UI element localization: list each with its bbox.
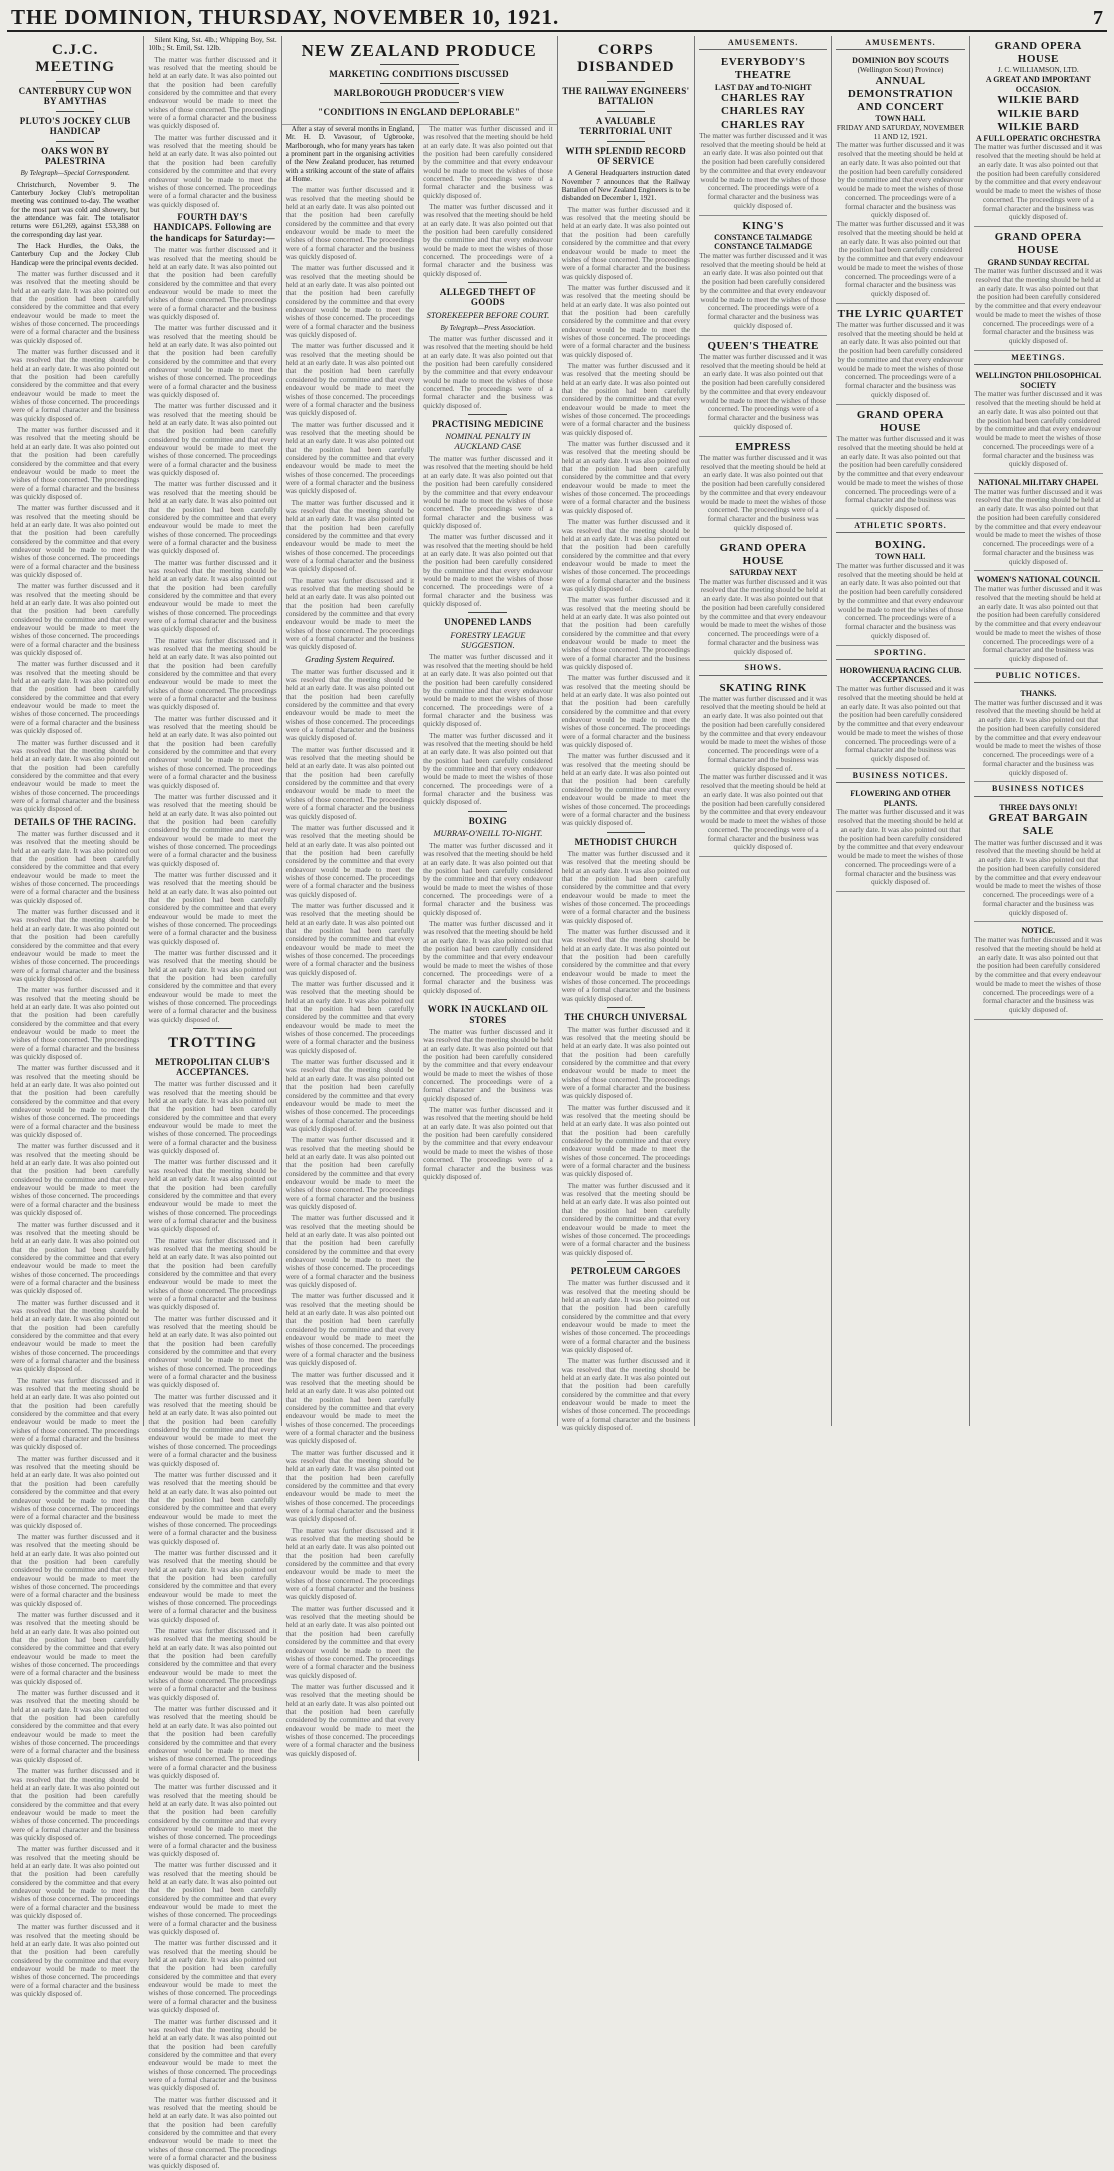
- article-paragraph: The matter was further discussed and it was resolved that the meeting should be held at an early date. It was also pointed out that the position had been carefully considered by the committee and that every endeavour would be made to meet the wishes of those concerned. The proceedings were of a formal character and the business was quickly disposed of.: [561, 674, 690, 750]
- ad-subtitle: A FULL OPERATIC ORCHESTRA: [976, 133, 1101, 143]
- article-paragraph: The matter was further discussed and it was resolved that the meeting should be held at an early date. It was also pointed out that the position had been carefully considered by the committee and that every endeavour would be made to meet the wishes of those concerned. The proceedings were of a formal character and the business was quickly disposed of.: [561, 752, 690, 828]
- newspaper-page: [7, 4, 1107, 2171]
- produce-headline: NEW ZEALAND PRODUCE: [301, 41, 537, 60]
- lyric-quartet-ad: [836, 304, 964, 405]
- byline: By Telegraph—Press Association.: [440, 323, 536, 332]
- racing-club-ad: [836, 662, 964, 769]
- queens-ad: [699, 336, 827, 437]
- article-paragraph: The matter was further discussed and it was resolved that the meeting should be held at an early date. It was also pointed out that the position had been carefully considered by the committee and that every endeavour would be made to meet the wishes of those concerned. The proceedings were of a formal character and the business was quickly disposed of.: [148, 1314, 277, 1390]
- article-paragraph: The matter was further discussed and it was resolved that the meeting should be held at an early date. It was also pointed out that the position had been carefully considered by the committee and that every endeavour would be made to meet the wishes of those concerned. The proceedings were of a formal character and the business was quickly disposed of.: [285, 420, 415, 496]
- article-paragraph: The matter was further discussed and it was resolved that the meeting should be held at an early date. It was also pointed out that the position had been carefully considered by the committee and that every endeavour would be made to meet the wishes of those concerned. The proceedings were of a formal character and the business was quickly disposed of.: [285, 1448, 415, 1524]
- public-notices-label: PUBLIC NOTICES.: [974, 669, 1103, 683]
- article-paragraph: The matter was further discussed and it was resolved that the meeting should be held at an early date. It was also pointed out that the position had been carefully considered by the committee and that every endeavour would be made to meet the wishes of those concerned. The proceedings were of a formal character and the business was quickly disposed of.: [285, 498, 415, 574]
- sale-ad: [974, 799, 1103, 923]
- meetings-label: MEETINGS.: [974, 351, 1103, 365]
- article-paragraph: The matter was further discussed and it was resolved that the meeting should be held at an early date. It was also pointed out that the position had been carefully considered by the committee and that every endeavour would be made to meet the wishes of those concerned. The proceedings were of a formal character and the business was quickly disposed of.: [148, 1080, 277, 1156]
- ad-text: The matter was further discussed and it was resolved that the meeting should be held at an early date. It was also pointed out that the position had been carefully considered by the committee and that every endeavour would be made to meet the wishes of those concerned. The proceedings were of a formal character and the business was quickly disposed of.: [974, 837, 1103, 917]
- column-1: [7, 36, 144, 1999]
- article-paragraph: The matter was further discussed and it was resolved that the meeting should be held at an early date. It was also pointed out that the position had been carefully considered by the committee and that every endeavour would be made to meet the wishes of those concerned. The proceedings were of a formal character and the business was quickly disposed of.: [285, 1058, 415, 1133]
- empress-ad: [699, 437, 827, 538]
- ad-subtitle: WELLINGTON PHILOSOPHICAL SOCIETY: [975, 371, 1102, 390]
- ad-subtitle: A GREAT AND IMPORTANT OCCASION.: [985, 75, 1091, 94]
- article-paragraph: Christchurch, November 9. The Canterbury Jockey Club's metropolitan meeting was continued to-day. The weather for the most part was cold and showery, but the attendance was fair. The totalisator returns were £61,269, against £53,388 on the corresponding day last year.: [11, 180, 140, 239]
- divider: [56, 111, 94, 112]
- ad-subtitle: TOWN HALL: [875, 114, 926, 124]
- ad-subtitle: TOWN HALL: [875, 552, 926, 562]
- lands-subhead: FORESTRY LEAGUE SUGGESTION.: [450, 629, 526, 650]
- theft-subhead: STOREKEEPER BEFORE COURT.: [426, 309, 550, 320]
- ad-title: CHARLES RAY: [721, 118, 806, 131]
- article-paragraph: The matter was further discussed and it was resolved that the meeting should be held at an early date. It was also pointed out that the position had been carefully considered by the committee and that every endeavour would be made to meet the wishes of those concerned. The proceedings were of a formal character and the business was quickly disposed of.: [423, 455, 553, 530]
- byline: By Telegraph—Special Correspondent.: [20, 169, 130, 178]
- ad-subtitle: FLOWERING AND OTHER PLANTS.: [850, 789, 951, 808]
- article-paragraph: The matter was further discussed and it was resolved that the meeting should be held at an early date. It was also pointed out that the position had been carefully considered by the committee and that every endeavour would be made to meet the wishes of those concerned. The proceedings were of a formal character and the business was quickly disposed of.: [285, 576, 415, 652]
- plants-ad: [836, 785, 964, 892]
- columns: [7, 36, 1107, 2171]
- cjc-subhead-3: OAKS WON BY PALESTRINA: [41, 145, 110, 166]
- article-paragraph: The matter was further discussed and it was resolved that the meeting should be held at an early date. It was also pointed out that the position had been carefully considered by the committee and that every endeavour would be made to meet the wishes of those concerned. The proceedings were of a formal character and the business was quickly disposed of.: [423, 202, 553, 278]
- kings-ad: [699, 216, 827, 336]
- article-paragraph: The matter was further discussed and it was resolved that the meeting should be held at an early date. It was also pointed out that the position had been carefully considered by the committee and that every endeavour would be made to meet the wishes of those concerned. The proceedings were of a formal character and the business was quickly disposed of.: [561, 361, 690, 437]
- article-paragraph: The matter was further discussed and it was resolved that the meeting should be held at an early date. It was also pointed out that the position had been carefully considered by the committee and that every endeavour would be made to meet the wishes of those concerned. The proceedings were of a formal character and the business was quickly disposed of.: [11, 348, 140, 423]
- article-paragraph: The matter was further discussed and it was resolved that the meeting should be held at an early date. It was also pointed out that the position had been carefully considered by the committee and that every endeavour would be made to meet the wishes of those concerned. The proceedings were of a formal character and the business was quickly disposed of.: [561, 440, 690, 515]
- article-paragraph: The matter was further discussed and it was resolved that the meeting should be held at an early date. It was also pointed out that the position had been carefully considered by the committee and that every endeavour would be made to meet the wishes of those concerned. The proceedings were of a formal character and the business was quickly disposed of.: [423, 334, 553, 410]
- article-paragraph: The matter was further discussed and it was resolved that the meeting should be held at an early date. It was also pointed out that the position had been carefully considered by the committee and that every endeavour would be made to meet the wishes of those concerned. The proceedings were of a formal character and the business was quickly disposed of.: [285, 1292, 415, 1368]
- ad-text: The matter was further discussed and it was resolved that the meeting should be held at an early date. It was also pointed out that the position had been carefully considered by the committee and that every endeavour would be made to meet the wishes of those concerned. The proceedings were of a formal character and the business was quickly disposed of.: [836, 219, 965, 299]
- article-paragraph: The matter was further discussed and it was resolved that the meeting should be held at an early date. It was also pointed out that the position had been carefully considered by the committee and that every endeavour would be made to meet the wishes of those concerned. The proceedings were of a formal character and the business was quickly disposed of.: [11, 1923, 140, 1999]
- petroleum-headline: PETROLEUM CARGOES: [570, 1265, 681, 1276]
- article-paragraph: The matter was further discussed and it was resolved that the meeting should be held at an early date. It was also pointed out that the position had been carefully considered by the committee and that every endeavour would be made to meet the wishes of those concerned. The proceedings were of a formal character and the business was quickly disposed of.: [148, 1158, 277, 1234]
- grand-opera-ad: [699, 538, 827, 662]
- ad-title: WILKIE BARD: [997, 107, 1080, 120]
- article-paragraph: The matter was further discussed and it was resolved that the meeting should be held at an early date. It was also pointed out that the position had been carefully considered by the committee and that every endeavour would be made to meet the wishes of those concerned. The proceedings were of a formal character and the business was quickly disposed of.: [561, 928, 690, 1003]
- article-paragraph: The matter was further discussed and it was resolved that the meeting should be held at an early date. It was also pointed out that the position had been carefully considered by the committee and that every endeavour would be made to meet the wishes of those concerned. The proceedings were of a formal character and the business was quickly disposed of.: [11, 738, 140, 814]
- article-paragraph: The matter was further discussed and it was resolved that the meeting should be held at an early date. It was also pointed out that the position had been carefully considered by the committee and that every endeavour would be made to meet the wishes of those concerned. The proceedings were of a formal character and the business was quickly disposed of.: [148, 133, 277, 209]
- article-paragraph: The matter was further discussed and it was resolved that the meeting should be held at an early date. It was also pointed out that the position had been carefully considered by the committee and that every endeavour would be made to meet the wishes of those concerned. The proceedings were of a formal character and the business was quickly disposed of.: [11, 1142, 140, 1218]
- divider: [380, 102, 459, 103]
- notice-ad: [974, 922, 1103, 1019]
- ad-title: CHARLES RAY: [721, 92, 806, 105]
- ad-text: The matter was further discussed and it was resolved that the meeting should be held at an early date. It was also pointed out that the position had been carefully considered by the committee and that every endeavour would be made to meet the wishes of those concerned. The proceedings were of a formal character and the business was quickly disposed of.: [699, 351, 828, 431]
- article-paragraph: The matter was further discussed and it was resolved that the meeting should be held at an early date. It was also pointed out that the position had been carefully considered by the committee and that every endeavour would be made to meet the wishes of those concerned. The proceedings were of a formal character and the business was quickly disposed of.: [561, 518, 690, 593]
- article-paragraph: The matter was further discussed and it was resolved that the meeting should be held at an early date. It was also pointed out that the position had been carefully considered by the committee and that every endeavour would be made to meet the wishes of those concerned. The proceedings were of a formal character and the business was quickly disposed of.: [285, 667, 415, 743]
- ad-text: The matter was further discussed and it was resolved that the meeting should be held at an early date. It was also pointed out that the position had been carefully considered by the committee and that every endeavour would be made to meet the wishes of those concerned. The proceedings were of a formal character and the business was quickly disposed of.: [836, 560, 965, 640]
- ad-text: The matter was further discussed and it was resolved that the meeting should be held at an early date. It was also pointed out that the position had been carefully considered by the committee and that every endeavour would be made to meet the wishes of those concerned. The proceedings were of a formal character and the business was quickly disposed of.: [699, 250, 828, 330]
- ad-text: The matter was further discussed and it was resolved that the meeting should be held at an early date. It was also pointed out that the position had been carefully considered by the committee and that every endeavour would be made to meet the wishes of those concerned. The proceedings were of a formal character and the business was quickly disposed of.: [836, 684, 965, 764]
- article-paragraph: The matter was further discussed and it was resolved that the meeting should be held at an early date. It was also pointed out that the position had been carefully considered by the committee and that every endeavour would be made to meet the wishes of those concerned. The proceedings were of a formal character and the business was quickly disposed of.: [148, 55, 277, 131]
- article-paragraph: The matter was further discussed and it was resolved that the meeting should be held at an early date. It was also pointed out that the position had been carefully considered by the committee and that every endeavour would be made to meet the wishes of those concerned. The proceedings were of a formal character and the business was quickly disposed of.: [285, 1526, 415, 1602]
- church-universal-headline: THE CHURCH UNIVERSAL: [564, 1012, 688, 1023]
- sporting-label: SPORTING.: [836, 646, 964, 660]
- ad-subtitle: THANKS.: [1020, 689, 1057, 699]
- divider: [468, 414, 507, 415]
- divider: [468, 612, 507, 613]
- article-paragraph: The matter was further discussed and it was resolved that the meeting should be held at an early date. It was also pointed out that the position had been carefully considered by the committee and that every endeavour would be made to meet the wishes of those concerned. The proceedings were of a formal character and the business was quickly disposed of.: [11, 1298, 140, 1374]
- article-paragraph: The matter was further discussed and it was resolved that the meeting should be held at an early date. It was also pointed out that the position had been carefully considered by the committee and that every endeavour would be made to meet the wishes of those concerned. The proceedings were of a formal character and the business was quickly disposed of.: [148, 1705, 277, 1780]
- article-paragraph: The matter was further discussed and it was resolved that the meeting should be held at an early date. It was also pointed out that the position had been carefully considered by the committee and that every endeavour would be made to meet the wishes of those concerned. The proceedings were of a formal character and the business was quickly disposed of.: [11, 908, 140, 983]
- ad-text: J. C. WILLIAMSON, LTD.: [997, 65, 1079, 75]
- article-paragraph: The matter was further discussed and it was resolved that the meeting should be held at an early date. It was also pointed out that the position had been carefully considered by the committee and that every endeavour would be made to meet the wishes of those concerned. The proceedings were of a formal character and the business was quickly disposed of.: [423, 841, 553, 917]
- article-paragraph: The matter was further discussed and it was resolved that the meeting should be held at an early date. It was also pointed out that the position had been carefully considered by the committee and that every endeavour would be made to meet the wishes of those concerned. The proceedings were of a formal character and the business was quickly disposed of.: [285, 1136, 415, 1211]
- article-paragraph: The matter was further discussed and it was resolved that the meeting should be held at an early date. It was also pointed out that the position had been carefully considered by the committee and that every endeavour would be made to meet the wishes of those concerned. The proceedings were of a formal character and the business was quickly disposed of.: [148, 246, 277, 321]
- skating-ad: [699, 678, 827, 858]
- ad-title: KING'S: [742, 219, 784, 232]
- divider: [380, 83, 459, 84]
- produce-subhead-2: MARLBOROUGH PRODUCER'S VIEW: [333, 87, 505, 98]
- article-paragraph: The matter was further discussed and it was resolved that the meeting should be held at an early date. It was also pointed out that the position had been carefully considered by the committee and that every endeavour would be made to meet the wishes of those concerned. The proceedings were of a formal character and the business was quickly disposed of.: [11, 1689, 140, 1764]
- article-paragraph: The matter was further discussed and it was resolved that the meeting should be held at an early date. It was also pointed out that the position had been carefully considered by the committee and that every endeavour would be made to meet the wishes of those concerned. The proceedings were of a formal character and the business was quickly disposed of.: [11, 986, 140, 1061]
- divider: [607, 111, 645, 112]
- scouts-ad: [836, 52, 964, 304]
- amusements-label: AMUSEMENTS.: [699, 36, 827, 50]
- article-paragraph: The matter was further discussed and it was resolved that the meeting should be held at an early date. It was also pointed out that the position had been carefully considered by the committee and that every endeavour would be made to meet the wishes of those concerned. The proceedings were of a formal character and the business was quickly disposed of.: [148, 1939, 277, 2015]
- article-paragraph: The matter was further discussed and it was resolved that the meeting should be held at an early date. It was also pointed out that the position had been carefully considered by the committee and that every endeavour would be made to meet the wishes of those concerned. The proceedings were of a formal character and the business was quickly disposed of.: [148, 1236, 277, 1312]
- column-8: [970, 36, 1107, 1426]
- ad-title: WILKIE BARD: [997, 120, 1080, 133]
- chapel-ad: [974, 474, 1103, 571]
- ad-subtitle: DOMINION BOY SCOUTS: [852, 56, 949, 66]
- article-paragraph: The matter was further discussed and it was resolved that the meeting should be held at an early date. It was also pointed out that the position had been carefully considered by the committee and that every endeavour would be made to meet the wishes of those concerned. The proceedings were of a formal character and the business was quickly disposed of.: [561, 849, 690, 925]
- ad-title: ANNUAL DEMONSTRATION AND CONCERT: [847, 74, 954, 113]
- ad-text: The matter was further discussed and it was resolved that the meeting should be held at an early date. It was also pointed out that the position had been carefully considered by the committee and that every endeavour would be made to meet the wishes of those concerned. The proceedings were of a formal character and the business was quickly disposed of.: [974, 266, 1103, 346]
- ad-subtitle: CONSTANCE TALMADGE: [714, 232, 813, 242]
- article-paragraph: The matter was further discussed and it was resolved that the meeting should be held at an early date. It was also pointed out that the position had been carefully considered by the committee and that every endeavour would be made to meet the wishes of those concerned. The proceedings were of a formal character and the business was quickly disposed of.: [285, 186, 415, 261]
- ad-text: The matter was further discussed and it was resolved that the meeting should be held at an early date. It was also pointed out that the position had been carefully considered by the committee and that every endeavour would be made to meet the wishes of those concerned. The proceedings were of a formal character and the business was quickly disposed of.: [699, 772, 828, 852]
- ad-subtitle: HOROWHENUA RACING CLUB.: [839, 665, 962, 675]
- ad-text: The matter was further discussed and it was resolved that the meeting should be held at an early date. It was also pointed out that the position had been carefully considered by the committee and that every endeavour would be made to meet the wishes of those concerned. The proceedings were of a formal character and the business was quickly disposed of.: [974, 935, 1103, 1015]
- column-5: [558, 36, 695, 1433]
- divider: [607, 1007, 645, 1008]
- article-paragraph: The matter was further discussed and it was resolved that the meeting should be held at an early date. It was also pointed out that the position had been carefully considered by the committee and that every endeavour would be made to meet the wishes of those concerned. The proceedings were of a formal character and the business was quickly disposed of.: [561, 283, 690, 359]
- produce-article: [282, 36, 558, 1758]
- lands-headline: UNOPENED LANDS: [444, 617, 532, 628]
- ad-subtitle: CONSTANCE TALMADGE: [714, 242, 813, 252]
- article-paragraph: The Hack Hurdles, the Oaks, the Canterbury Cup and the Jockey Club Handicap were the principal events decided.: [11, 241, 140, 267]
- shows-label: SHOWS.: [699, 661, 827, 675]
- article-paragraph: The matter was further discussed and it was resolved that the meeting should be held at an early date. It was also pointed out that the position had been carefully considered by the committee and that every endeavour would be made to meet the wishes of those concerned. The proceedings were of a formal character and the business was quickly disposed of.: [148, 324, 277, 400]
- thanks-ad: [974, 685, 1103, 782]
- article-paragraph: The matter was further discussed and it was resolved that the meeting should be held at an early date. It was also pointed out that the position had been carefully considered by the committee and that every endeavour would be made to meet the wishes of those concerned. The proceedings were of a formal character and the business was quickly disposed of.: [148, 1861, 277, 1937]
- ad-text: The matter was further discussed and it was resolved that the meeting should be held at an early date. It was also pointed out that the position had been carefully considered by the committee and that every endeavour would be made to meet the wishes of those concerned. The proceedings were of a formal character and the business was quickly disposed of.: [699, 452, 828, 532]
- ad-text: The matter was further discussed and it was resolved that the meeting should be held at an early date. It was also pointed out that the position had been carefully considered by the committee and that every endeavour would be made to meet the wishes of those concerned. The proceedings were of a formal character and the business was quickly disposed of.: [699, 576, 828, 656]
- ad-text: The matter was further discussed and it was resolved that the meeting should be held at an early date. It was also pointed out that the position had been carefully considered by the committee and that every endeavour would be made to meet the wishes of those concerned. The proceedings were of a formal character and the business was quickly disposed of.: [974, 584, 1103, 664]
- oil-stores-headline: WORK IN AUCKLAND OIL STORES: [427, 1004, 549, 1025]
- trotting-subhead: METROPOLITAN CLUB'S ACCEPTANCES.: [155, 1056, 270, 1077]
- ad-text: FRIDAY AND SATURDAY, NOVEMBER 11 AND 12, 1921.: [836, 122, 965, 141]
- racing-details-head: DETAILS OF THE RACING.: [14, 816, 137, 827]
- divider: [468, 282, 507, 283]
- corps-headline: CORPS DISBANDED: [577, 42, 675, 76]
- ad-title: THE LYRIC QUARTET: [837, 307, 964, 320]
- masthead: [7, 4, 1107, 32]
- grand-opera-ad: [974, 227, 1103, 351]
- article-paragraph: The matter was further discussed and it was resolved that the meeting should be held at an early date. It was also pointed out that the position had been carefully considered by the committee and that every endeavour would be made to meet the wishes of those concerned. The proceedings were of a formal character and the business was quickly disposed of.: [11, 1845, 140, 1921]
- article-paragraph: The matter was further discussed and it was resolved that the meeting should be held at an early date. It was also pointed out that the position had been carefully considered by the committee and that every endeavour would be made to meet the wishes of those concerned. The proceedings were of a formal character and the business was quickly disposed of.: [148, 1392, 277, 1468]
- column-7: [832, 36, 969, 1426]
- article-paragraph: The matter was further discussed and it was resolved that the meeting should be held at an early date. It was also pointed out that the position had been carefully considered by the committee and that every endeavour would be made to meet the wishes of those concerned. The proceedings were of a formal character and the business was quickly disposed of.: [148, 949, 277, 1024]
- divider: [193, 1028, 231, 1029]
- article-paragraph: The matter was further discussed and it was resolved that the meeting should be held at an early date. It was also pointed out that the position had been carefully considered by the committee and that every endeavour would be made to meet the wishes of those concerned. The proceedings were of a formal character and the business was quickly disposed of.: [285, 980, 415, 1055]
- article-paragraph: The matter was further discussed and it was resolved that the meeting should be held at an early date. It was also pointed out that the position had been carefully considered by the committee and that every endeavour would be made to meet the wishes of those concerned. The proceedings were of a formal character and the business was quickly disposed of.: [148, 636, 277, 712]
- article-paragraph: The matter was further discussed and it was resolved that the meeting should be held at an early date. It was also pointed out that the position had been carefully considered by the committee and that every endeavour would be made to meet the wishes of those concerned. The proceedings were of a formal character and the business was quickly disposed of.: [285, 1604, 415, 1680]
- article-paragraph: The matter was further discussed and it was resolved that the meeting should be held at an early date. It was also pointed out that the position had been carefully considered by the committee and that every endeavour would be made to meet the wishes of those concerned. The proceedings were of a formal character and the business was quickly disposed of.: [285, 1682, 415, 1758]
- article-paragraph: The matter was further discussed and it was resolved that the meeting should be held at an early date. It was also pointed out that the position had been carefully considered by the committee and that every endeavour would be made to meet the wishes of those concerned. The proceedings were of a formal character and the business was quickly disposed of.: [11, 660, 140, 736]
- article-paragraph: The matter was further discussed and it was resolved that the meeting should be held at an early date. It was also pointed out that the position had been carefully considered by the committee and that every endeavour would be made to meet the wishes of those concerned. The proceedings were of a formal character and the business was quickly disposed of.: [285, 901, 415, 977]
- corps-subhead-1: THE RAILWAY ENGINEERS' BATTALION: [562, 85, 690, 107]
- ad-title: SKATING RINK: [719, 681, 807, 694]
- produce-article-header: [282, 36, 557, 125]
- boxing-headline: BOXING: [468, 815, 508, 826]
- divider: [56, 81, 94, 82]
- cjc-subhead-2: PLUTO'S JOCKEY CLUB HANDICAP: [19, 115, 131, 137]
- article-paragraph: A General Headquarters instruction dated November 7 announces that the Railway Battalion of New Zealand Engineers is to be disbanded on December 1, 1921.: [561, 169, 690, 203]
- ad-subtitle: LAST DAY and TO-NIGHT: [714, 82, 812, 92]
- article-paragraph: The matter was further discussed and it was resolved that the meeting should be held at an early date. It was also pointed out that the position had been carefully considered by the committee and that every endeavour would be made to meet the wishes of those concerned. The proceedings were of a formal character and the business was quickly disposed of.: [148, 792, 277, 868]
- article-paragraph: After a stay of several months in England, Mr. H. D. Vavasour, of Ugbrooke, Marlborough, who for many years has taken a prominent part in the organising activities of the New Zealand producer, has returned with a striking account of the state of affairs at Home.: [285, 124, 415, 183]
- womens-council-ad: [974, 571, 1103, 668]
- article-paragraph: The matter was further discussed and it was resolved that the meeting should be held at an early date. It was also pointed out that the position had been carefully considered by the committee and that every endeavour would be made to meet the wishes of those concerned. The proceedings were of a formal character and the business was quickly disposed of.: [148, 480, 277, 556]
- article-paragraph: The matter was further discussed and it was resolved that the meeting should be held at an early date. It was also pointed out that the position had been carefully considered by the committee and that every endeavour would be made to meet the wishes of those concerned. The proceedings were of a formal character and the business was quickly disposed of.: [11, 1220, 140, 1296]
- produce-subhead-1: MARKETING CONDITIONS DISCUSSED: [329, 68, 509, 79]
- corps-subhead-2: A VALUABLE TERRITORIAL UNIT: [579, 115, 673, 137]
- article-paragraph: The matter was further discussed and it was resolved that the meeting should be held at an early date. It was also pointed out that the position had been carefully considered by the committee and that every endeavour would be made to meet the wishes of those concerned. The proceedings were of a formal character and the business was quickly disposed of.: [148, 2095, 277, 2171]
- article-paragraph: The matter was further discussed and it was resolved that the meeting should be held at an early date. It was also pointed out that the position had been carefully considered by the committee and that every endeavour would be made to meet the wishes of those concerned. The proceedings were of a formal character and the business was quickly disposed of.: [561, 1357, 690, 1433]
- ad-title: EVERYBODY'S THEATRE: [720, 56, 806, 82]
- ad-text: The matter was further discussed and it was resolved that the meeting should be held at an early date. It was also pointed out that the position had been carefully considered by the committee and that every endeavour would be made to meet the wishes of those concerned. The proceedings were of a formal character and the business was quickly disposed of.: [836, 140, 965, 220]
- divider: [607, 141, 645, 142]
- article-paragraph: The matter was further discussed and it was resolved that the meeting should be held at an early date. It was also pointed out that the position had been carefully considered by the committee and that every endeavour would be made to meet the wishes of those concerned. The proceedings were of a formal character and the business was quickly disposed of.: [148, 558, 277, 634]
- ad-text: The matter was further discussed and it was resolved that the meeting should be held at an early date. It was also pointed out that the position had been carefully considered by the committee and that every endeavour would be made to meet the wishes of those concerned. The proceedings were of a formal character and the business was quickly disposed of.: [699, 693, 828, 773]
- article-paragraph: The matter was further discussed and it was resolved that the meeting should be held at an early date. It was also pointed out that the position had been carefully considered by the committee and that every endeavour would be made to meet the wishes of those concerned. The proceedings were of a formal character and the business was quickly disposed of.: [11, 1767, 140, 1842]
- article-paragraph: The matter was further discussed and it was resolved that the meeting should be held at an early date. It was also pointed out that the position had been carefully considered by the committee and that every endeavour would be made to meet the wishes of those concerned. The proceedings were of a formal character and the business was quickly disposed of.: [11, 269, 140, 345]
- ad-title: GRAND OPERA HOUSE: [994, 40, 1082, 66]
- cjc-subhead-1: CANTERBURY CUP WON BY AMYTHAS: [18, 85, 132, 107]
- article-paragraph: The matter was further discussed and it was resolved that the meeting should be held at an early date. It was also pointed out that the position had been carefully considered by the committee and that every endeavour would be made to meet the wishes of those concerned. The proceedings were of a formal character and the business was quickly disposed of.: [148, 1783, 277, 1858]
- article-paragraph: The matter was further discussed and it was resolved that the meeting should be held at an early date. It was also pointed out that the position had been carefully considered by the committee and that every endeavour would be made to meet the wishes of those concerned. The proceedings were of a formal character and the business was quickly disposed of.: [285, 823, 415, 899]
- ad-subtitle: ACCEPTANCES.: [869, 675, 932, 685]
- ad-subtitle: NATIONAL MILITARY CHAPEL: [978, 478, 1099, 488]
- corps-subhead-3: WITH SPLENDID RECORD OF SERVICE: [565, 145, 687, 166]
- article-paragraph: The matter was further discussed and it was resolved that the meeting should be held at an early date. It was also pointed out that the position had been carefully considered by the committee and that every endeavour would be made to meet the wishes of those concerned. The proceedings were of a formal character and the business was quickly disposed of.: [285, 745, 415, 821]
- philosophical-ad: [974, 367, 1103, 474]
- ad-title: GRAND OPERA HOUSE: [856, 408, 945, 434]
- divider: [607, 832, 645, 833]
- ad-text: The matter was further discussed and it was resolved that the meeting should be held at an early date. It was also pointed out that the position had been carefully considered by the committee and that every endeavour would be made to meet the wishes of those concerned. The proceedings were of a formal character and the business was quickly disposed of.: [974, 142, 1103, 222]
- business-label: BUSINESS NOTICES.: [836, 769, 964, 783]
- article-paragraph: The matter was further discussed and it was resolved that the meeting should be held at an early date. It was also pointed out that the position had been carefully considered by the committee and that every endeavour would be made to meet the wishes of those concerned. The proceedings were of a formal character and the business was quickly disposed of.: [423, 920, 553, 995]
- column-2: [144, 36, 281, 2171]
- trotting-headline: TROTTING: [168, 1035, 257, 1052]
- article-paragraph: The matter was further discussed and it was resolved that the meeting should be held at an early date. It was also pointed out that the position had been carefully considered by the committee and that every endeavour would be made to meet the wishes of those concerned. The proceedings were of a formal character and the business was quickly disposed of.: [561, 1025, 690, 1101]
- athletic-label: ATHLETIC SPORTS.: [836, 519, 964, 533]
- ad-subtitle: WOMEN'S NATIONAL COUNCIL: [976, 575, 1101, 585]
- article-paragraph: The matter was further discussed and it was resolved that the meeting should be held at an early date. It was also pointed out that the position had been carefully considered by the committee and that every endeavour would be made to meet the wishes of those concerned. The proceedings were of a formal character and the business was quickly disposed of.: [148, 870, 277, 946]
- boxing-ad: [836, 535, 964, 646]
- article-paragraph: The matter was further discussed and it was resolved that the meeting should be held at an early date. It was also pointed out that the position had been carefully considered by the committee and that every endeavour would be made to meet the wishes of those concerned. The proceedings were of a formal character and the business was quickly disposed of.: [423, 731, 553, 807]
- ad-title: EMPRESS: [735, 440, 791, 453]
- ad-subtitle: THREE DAYS ONLY!: [999, 802, 1078, 812]
- handicaps-head: FOURTH DAY'S HANDICAPS. Following are the handicaps for Saturday:—: [149, 211, 275, 243]
- divider: [56, 141, 94, 142]
- ad-title: CHARLES RAY: [721, 105, 806, 118]
- ad-title: BOXING.: [875, 539, 926, 552]
- theft-headline: ALLEGED THEFT OF GOODS: [439, 287, 536, 308]
- article-paragraph: The matter was further discussed and it was resolved that the meeting should be held at an early date. It was also pointed out that the position had been carefully considered by the committee and that every endeavour would be made to meet the wishes of those concerned. The proceedings were of a formal character and the business was quickly disposed of.: [423, 533, 553, 608]
- article-paragraph: The matter was further discussed and it was resolved that the meeting should be held at an early date. It was also pointed out that the position had been carefully considered by the committee and that every endeavour would be made to meet the wishes of those concerned. The proceedings were of a formal character and the business was quickly disposed of.: [561, 596, 690, 671]
- divider: [468, 811, 507, 812]
- ad-text: The matter was further discussed and it was resolved that the meeting should be held at an early date. It was also pointed out that the position had been carefully considered by the committee and that every endeavour would be made to meet the wishes of those concerned. The proceedings were of a formal character and the business was quickly disposed of.: [974, 486, 1103, 566]
- ad-text: The matter was further discussed and it was resolved that the meeting should be held at an early date. It was also pointed out that the position had been carefully considered by the committee and that every endeavour would be made to meet the wishes of those concerned. The proceedings were of a formal character and the business was quickly disposed of.: [974, 697, 1103, 777]
- article-paragraph: The matter was further discussed and it was resolved that the meeting should be held at an early date. It was also pointed out that the position had been carefully considered by the committee and that every endeavour would be made to meet the wishes of those concerned. The proceedings were of a formal character and the business was quickly disposed of.: [148, 1627, 277, 1702]
- produce-article-body: [282, 125, 557, 1761]
- everybodys-ad: [699, 52, 827, 215]
- column-3: [282, 125, 420, 1761]
- ad-text: The matter was further discussed and it was resolved that the meeting should be held at an early date. It was also pointed out that the position had been carefully considered by the committee and that every endeavour would be made to meet the wishes of those concerned. The proceedings were of a formal character and the business was quickly disposed of.: [974, 389, 1103, 469]
- article-paragraph: The matter was further discussed and it was resolved that the meeting should be held at an early date. It was also pointed out that the position had been carefully considered by the committee and that every endeavour would be made to meet the wishes of those concerned. The proceedings were of a formal character and the business was quickly disposed of.: [11, 1376, 140, 1452]
- ad-title: GREAT BARGAIN SALE: [988, 812, 1088, 838]
- williamson-ad: [974, 36, 1103, 227]
- article-paragraph: The matter was further discussed and it was resolved that the meeting should be held at an early date. It was also pointed out that the position had been carefully considered by the committee and that every endeavour would be made to meet the wishes of those concerned. The proceedings were of a formal character and the business was quickly disposed of.: [148, 2017, 277, 2093]
- divider: [607, 81, 645, 82]
- newspaper-title: THE DOMINION, THURSDAY, NOVEMBER 10, 1921.: [11, 5, 560, 29]
- article-paragraph: The matter was further discussed and it was resolved that the meeting should be held at an early date. It was also pointed out that the position had been carefully considered by the committee and that every endeavour would be made to meet the wishes of those concerned. The proceedings were of a formal character and the business was quickly disposed of.: [148, 402, 277, 478]
- divider: [607, 1261, 645, 1262]
- article-paragraph: The matter was further discussed and it was resolved that the meeting should be held at an early date. It was also pointed out that the position had been carefully considered by the committee and that every endeavour would be made to meet the wishes of those concerned. The proceedings were of a formal character and the business was quickly disposed of.: [285, 264, 415, 340]
- article-paragraph: The matter was further discussed and it was resolved that the meeting should be held at an early date. It was also pointed out that the position had been carefully considered by the committee and that every endeavour would be made to meet the wishes of those concerned. The proceedings were of a formal character and the business was quickly disposed of.: [423, 124, 553, 200]
- article-paragraph: The matter was further discussed and it was resolved that the meeting should be held at an early date. It was also pointed out that the position had been carefully considered by the committee and that every endeavour would be made to meet the wishes of those concerned. The proceedings were of a formal character and the business was quickly disposed of.: [423, 1028, 553, 1103]
- ad-title: QUEEN'S THEATRE: [707, 339, 819, 352]
- column-4: [419, 125, 557, 1761]
- ad-text: The matter was further discussed and it was resolved that the meeting should be held at an early date. It was also pointed out that the position had been carefully considered by the committee and that every endeavour would be made to meet the wishes of those concerned. The proceedings were of a formal character and the business was quickly disposed of.: [836, 434, 965, 514]
- cjc-headline: C.J.C. MEETING: [35, 42, 115, 76]
- methodist-headline: METHODIST CHURCH: [574, 836, 678, 847]
- divider: [380, 64, 459, 65]
- boxing-subhead: MURRAY-O'NEILL TO-NIGHT.: [433, 828, 543, 839]
- page-number: 7: [1093, 7, 1103, 29]
- grading-subhead: Grading System Required.: [305, 653, 395, 664]
- ad-text: The matter was further discussed and it was resolved that the meeting should be held at an early date. It was also pointed out that the position had been carefully considered by the committee and that every endeavour would be made to meet the wishes of those concerned. The proceedings were of a formal character and the business was quickly disposed of.: [699, 130, 828, 210]
- article-paragraph: The matter was further discussed and it was resolved that the meeting should be held at an early date. It was also pointed out that the position had been carefully considered by the committee and that every endeavour would be made to meet the wishes of those concerned. The proceedings were of a formal character and the business was quickly disposed of.: [561, 1279, 690, 1355]
- article-paragraph: The matter was further discussed and it was resolved that the meeting should be held at an early date. It was also pointed out that the position had been carefully considered by the committee and that every endeavour would be made to meet the wishes of those concerned. The proceedings were of a formal character and the business was quickly disposed of.: [285, 342, 415, 418]
- ad-subtitle: GRAND SUNDAY RECITAL: [987, 257, 1090, 267]
- article-paragraph: The matter was further discussed and it was resolved that the meeting should be held at an early date. It was also pointed out that the position had been carefully considered by the committee and that every endeavour would be made to meet the wishes of those concerned. The proceedings were of a formal character and the business was quickly disposed of.: [423, 1106, 553, 1181]
- article-paragraph: The matter was further discussed and it was resolved that the meeting should be held at an early date. It was also pointed out that the position had been carefully considered by the committee and that every endeavour would be made to meet the wishes of those concerned. The proceedings were of a formal character and the business was quickly disposed of.: [285, 1214, 415, 1290]
- ad-text: The matter was further discussed and it was resolved that the meeting should be held at an early date. It was also pointed out that the position had been carefully considered by the committee and that every endeavour would be made to meet the wishes of those concerned. The proceedings were of a formal character and the business was quickly disposed of.: [836, 319, 965, 399]
- column-6: [695, 36, 832, 1426]
- article-paragraph: The matter was further discussed and it was resolved that the meeting should be held at an early date. It was also pointed out that the position had been carefully considered by the committee and that every endeavour would be made to meet the wishes of those concerned. The proceedings were of a formal character and the business was quickly disposed of.: [11, 504, 140, 579]
- ad-subtitle: SATURDAY NEXT: [729, 567, 797, 577]
- business-notices-label: BUSINESS NOTICES: [974, 782, 1103, 796]
- article-paragraph: The matter was further discussed and it was resolved that the meeting should be held at an early date. It was also pointed out that the position had been carefully considered by the committee and that every endeavour would be made to meet the wishes of those concerned. The proceedings were of a formal character and the business was quickly disposed of.: [11, 1532, 140, 1608]
- ad-text: (Wellington Scout) Province): [857, 64, 944, 74]
- ad-title: GRAND OPERA HOUSE: [994, 231, 1082, 257]
- article-paragraph: The matter was further discussed and it was resolved that the meeting should be held at an early date. It was also pointed out that the position had been carefully considered by the committee and that every endeavour would be made to meet the wishes of those concerned. The proceedings were of a formal character and the business was quickly disposed of.: [11, 426, 140, 501]
- divider: [468, 999, 507, 1000]
- article-paragraph: The matter was further discussed and it was resolved that the meeting should be held at an early date. It was also pointed out that the position had been carefully considered by the committee and that every endeavour would be made to meet the wishes of those concerned. The proceedings were of a formal character and the business was quickly disposed of.: [148, 1470, 277, 1546]
- grand-opera-ad: [836, 405, 964, 519]
- article-paragraph: The matter was further discussed and it was resolved that the meeting should be held at an early date. It was also pointed out that the position had been carefully considered by the committee and that every endeavour would be made to meet the wishes of those concerned. The proceedings were of a formal character and the business was quickly disposed of.: [423, 653, 553, 729]
- article-paragraph: The matter was further discussed and it was resolved that the meeting should be held at an early date. It was also pointed out that the position had been carefully considered by the committee and that every endeavour would be made to meet the wishes of those concerned. The proceedings were of a formal character and the business was quickly disposed of.: [11, 582, 140, 658]
- article-paragraph: The matter was further discussed and it was resolved that the meeting should be held at an early date. It was also pointed out that the position had been carefully considered by the committee and that every endeavour would be made to meet the wishes of those concerned. The proceedings were of a formal character and the business was quickly disposed of.: [11, 1064, 140, 1140]
- ad-subtitle: NOTICE.: [1021, 926, 1056, 936]
- article-paragraph: The matter was further discussed and it was resolved that the meeting should be held at an early date. It was also pointed out that the position had been carefully considered by the committee and that every endeavour would be made to meet the wishes of those concerned. The proceedings were of a formal character and the business was quickly disposed of.: [11, 830, 140, 905]
- ad-title: GRAND OPERA HOUSE: [719, 541, 807, 567]
- article-paragraph: The matter was further discussed and it was resolved that the meeting should be held at an early date. It was also pointed out that the position had been carefully considered by the committee and that every endeavour would be made to meet the wishes of those concerned. The proceedings were of a formal character and the business was quickly disposed of.: [561, 1181, 690, 1257]
- medicine-subhead: NOMINAL PENALTY IN AUCKLAND CASE: [445, 431, 531, 452]
- produce-quote: "CONDITIONS IN ENGLAND DEPLORABLE": [318, 106, 521, 117]
- article-paragraph: The matter was further discussed and it was resolved that the meeting should be held at an early date. It was also pointed out that the position had been carefully considered by the committee and that every endeavour would be made to meet the wishes of those concerned. The proceedings were of a formal character and the business was quickly disposed of.: [148, 1548, 277, 1624]
- article-paragraph: The matter was further discussed and it was resolved that the meeting should be held at an early date. It was also pointed out that the position had been carefully considered by the committee and that every endeavour would be made to meet the wishes of those concerned. The proceedings were of a formal character and the business was quickly disposed of.: [148, 714, 277, 790]
- article-paragraph: The matter was further discussed and it was resolved that the meeting should be held at an early date. It was also pointed out that the position had been carefully considered by the committee and that every endeavour would be made to meet the wishes of those concerned. The proceedings were of a formal character and the business was quickly disposed of.: [561, 1103, 690, 1179]
- article-paragraph: The matter was further discussed and it was resolved that the meeting should be held at an early date. It was also pointed out that the position had been carefully considered by the committee and that every endeavour would be made to meet the wishes of those concerned. The proceedings were of a formal character and the business was quickly disposed of.: [285, 1370, 415, 1446]
- amusements-label: AMUSEMENTS.: [836, 36, 964, 50]
- article-paragraph: The matter was further discussed and it was resolved that the meeting should be held at an early date. It was also pointed out that the position had been carefully considered by the committee and that every endeavour would be made to meet the wishes of those concerned. The proceedings were of a formal character and the business was quickly disposed of.: [11, 1610, 140, 1686]
- article-paragraph: The matter was further discussed and it was resolved that the meeting should be held at an early date. It was also pointed out that the position had been carefully considered by the committee and that every endeavour would be made to meet the wishes of those concerned. The proceedings were of a formal character and the business was quickly disposed of.: [11, 1454, 140, 1530]
- ad-text: The matter was further discussed and it was resolved that the meeting should be held at an early date. It was also pointed out that the position had been carefully considered by the committee and that every endeavour would be made to meet the wishes of those concerned. The proceedings were of a formal character and the business was quickly disposed of.: [836, 807, 965, 887]
- ad-title: WILKIE BARD: [997, 94, 1080, 107]
- article-paragraph: The matter was further discussed and it was resolved that the meeting should be held at an early date. It was also pointed out that the position had been carefully considered by the committee and that every endeavour would be made to meet the wishes of those concerned. The proceedings were of a formal character and the business was quickly disposed of.: [561, 205, 690, 281]
- medicine-headline: PRACTISING MEDICINE: [432, 418, 544, 429]
- article-paragraph: Silent King, Sst. 4lb.; Whipping Boy, Sst. 10lb.; St. Emil, Sst. 12lb.: [148, 36, 277, 53]
